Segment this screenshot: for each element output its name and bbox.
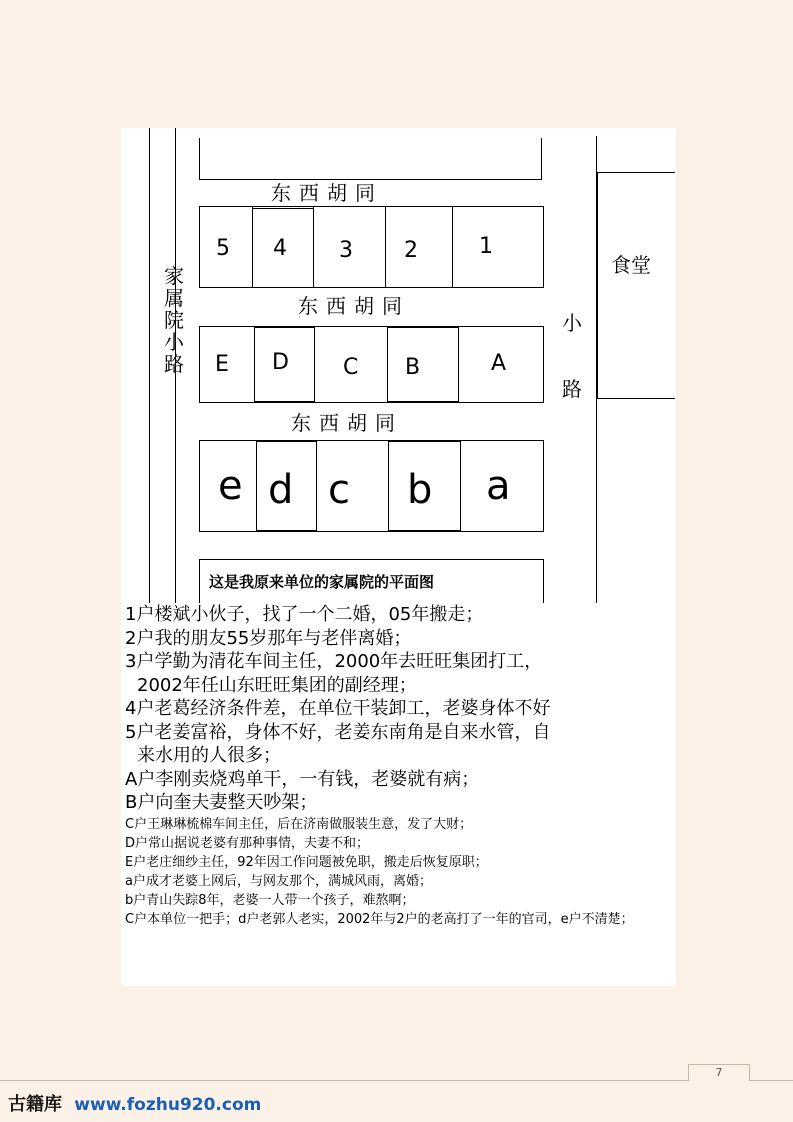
left-road-label: 家属院小路 [164, 264, 184, 376]
unit-2: 2 [404, 238, 418, 263]
note-line: 3户学勤为清花车间主任，2000年去旺旺集团打工， [125, 651, 543, 672]
canteen-building [597, 172, 675, 399]
top-block [199, 138, 542, 180]
unit-5: 5 [216, 236, 230, 261]
unit-1: 1 [479, 234, 493, 259]
page-number: 7 [688, 1064, 750, 1081]
unit-A: A [491, 351, 507, 376]
unit-a: a [486, 463, 511, 509]
note-line: 5户老姜富裕，身体不好，老姜东南角是自来水管，自 [125, 721, 551, 743]
household-notes [125, 603, 670, 929]
note-line: 2户我的朋友55岁那年与老伴离婚； [125, 627, 412, 649]
unit-d: d [268, 467, 294, 513]
note-line-small: C户本单位一把手；d户老郭人老实，2002年与2户的老高打了一年的官司，e户不清楚； [125, 911, 634, 927]
note-line-small: E户老庄细纱主任，92年因工作问题被免职，搬走后恢复原职； [125, 854, 488, 870]
unit-4: 4 [273, 236, 287, 261]
row1-divider [385, 206, 386, 288]
unit-D: D [272, 350, 289, 375]
note-line: 来水用的人很多； [137, 745, 281, 766]
unit-B: B [405, 355, 421, 380]
brand-url: www.fozhu920.com [74, 1095, 262, 1115]
note-line: 1户楼斌小伙子，找了一个二婚，05年搬走； [125, 604, 484, 625]
site-brand[interactable] [8, 1090, 261, 1116]
note-line: B户向奎夫妻整天吵架； [125, 792, 318, 813]
right-road-label-bottom: 路 [562, 377, 582, 401]
left-road-line [149, 128, 150, 603]
note-line: 4户老葛经济条件差，在单位干装卸工，老婆身体不好 [125, 698, 551, 719]
unit-3: 3 [339, 238, 353, 263]
lane-label-2: 东西胡同 [298, 294, 410, 318]
note-line: A户李刚卖烧鸡单干，一有钱，老婆就有病； [125, 768, 480, 790]
lane-label-3: 东西胡同 [291, 411, 403, 435]
right-road-label-top: 小 [562, 311, 582, 335]
canteen-label: 食堂 [611, 253, 651, 277]
note-line-small: C户王琳琳梳棉车间主任，后在济南做服装生意，发了大财； [125, 816, 473, 832]
unit-b: b [407, 467, 433, 513]
note-line-small: b户青山失踪8年，老婆一人带一个孩子，难熬啊； [125, 892, 415, 908]
note-line-small: a户成才老婆上网后，与网友那个，满城风雨，离婚； [125, 873, 432, 889]
unit-E: E [215, 352, 229, 377]
unit-e: e [218, 463, 243, 509]
floor-plan-sheet [121, 128, 676, 986]
lane-label-1: 东西胡同 [271, 181, 383, 205]
unit-C: C [343, 355, 359, 380]
unit-c: c [328, 467, 350, 513]
note-line-small: D户常山据说老婆有那种事情，夫妻不和； [125, 835, 370, 851]
note-line: 2002年任山东旺旺集团的副经理； [137, 674, 417, 696]
plan-caption: 这是我原来单位的家属院的平面图 [209, 573, 435, 591]
footer-divider [0, 1080, 793, 1081]
unit-box-B [387, 327, 459, 402]
brand-name: 古籍库 [8, 1094, 62, 1115]
row1-divider [452, 206, 453, 288]
